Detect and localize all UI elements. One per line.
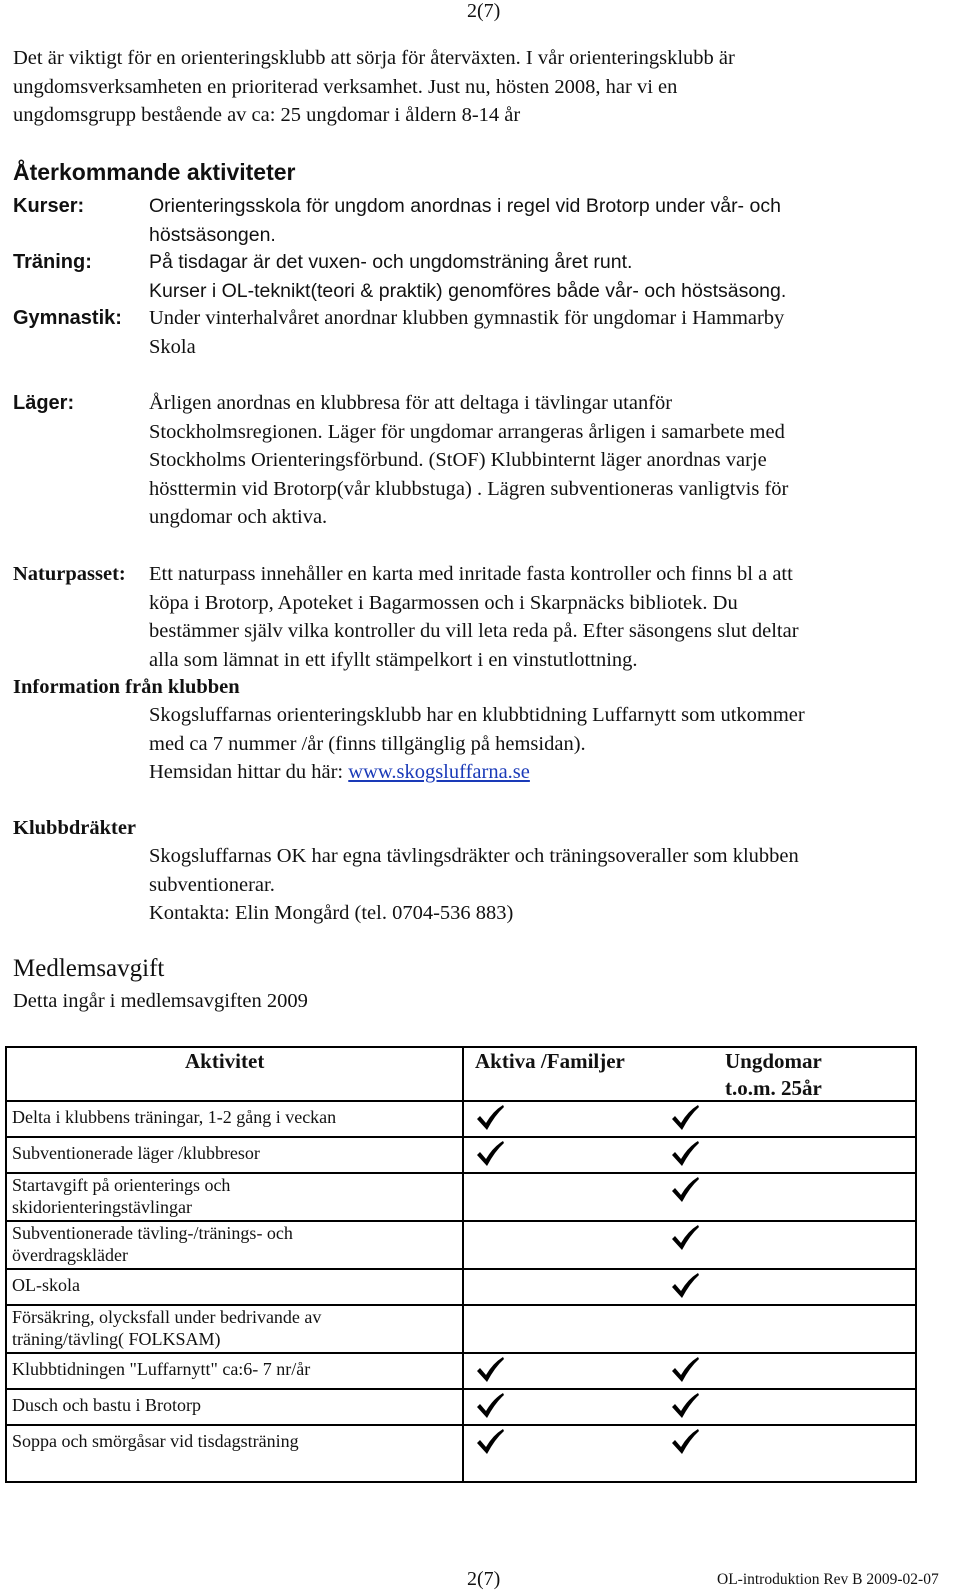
activity-line: överdragskläder bbox=[12, 1245, 128, 1265]
activity-line: Soppa och smörgåsar vid tisdagsträning bbox=[12, 1431, 299, 1451]
item-label: Läger: bbox=[13, 392, 75, 414]
item-line: ungdomar och aktiva. bbox=[149, 506, 328, 528]
naturpasset-label: Naturpasset: bbox=[13, 563, 126, 585]
membership-table bbox=[5, 1046, 917, 1483]
doc-reference: OL-introduktion Rev B 2009-02-07 bbox=[717, 1571, 939, 1588]
item-text bbox=[149, 248, 949, 305]
row-divider bbox=[5, 1424, 463, 1426]
checkmark-youth-icon bbox=[670, 1391, 700, 1421]
table-row-activity bbox=[12, 1358, 310, 1380]
club-wear-section bbox=[13, 814, 948, 932]
activity-line: Försäkring, olycksfall under bedrivande av bbox=[12, 1307, 322, 1327]
item-label: Träning: bbox=[13, 251, 92, 273]
item-label: Kurser: bbox=[13, 195, 85, 217]
activity-line: Subventionerade tävling-/tränings- och bbox=[12, 1223, 293, 1243]
checkmark-youth-icon bbox=[670, 1355, 700, 1385]
intro-line: ungdomsverksamheten en prioriterad verksamhet. Just nu, hösten 2008, har vi en bbox=[13, 75, 678, 98]
item-traning bbox=[13, 248, 948, 305]
item-gymnastik bbox=[13, 304, 948, 361]
item-line: Skola bbox=[149, 335, 196, 358]
item-text bbox=[149, 304, 949, 361]
item-label: Gymnastik: bbox=[13, 307, 122, 329]
activity-line: OL-skola bbox=[12, 1275, 80, 1295]
checkmark-youth-icon bbox=[670, 1271, 700, 1301]
checkmark-active-icon bbox=[475, 1103, 505, 1133]
homepage-line bbox=[149, 758, 949, 787]
checkmark-active-icon bbox=[475, 1391, 505, 1421]
item-line: hösttermin vid Brotorp(vår klubbstuga) . Lägren subventioneras vanligtvis för bbox=[149, 477, 789, 500]
table-border-bottom bbox=[5, 1481, 917, 1483]
club-wear-line: subventionerar. bbox=[149, 873, 275, 896]
item-text bbox=[149, 192, 949, 249]
table-col-divider bbox=[462, 1046, 464, 1483]
club-wear-text bbox=[149, 842, 949, 928]
page-number-footer: 2(7) bbox=[467, 1568, 501, 1590]
recurring-heading: Återkommande aktiviteter bbox=[13, 159, 296, 185]
activity-line: Klubbtidningen "Luffarnytt" ca:6- 7 nr/år bbox=[12, 1359, 311, 1379]
table-row-activity bbox=[12, 1142, 260, 1164]
table-row-activity bbox=[12, 1274, 80, 1296]
item-line: Kurser i OL-teknikt(teori & praktik) genomföres både vår- och höstsäsong. bbox=[149, 279, 787, 302]
checkmark-active-icon bbox=[475, 1355, 505, 1385]
info-section bbox=[13, 673, 948, 791]
checkmark-youth-icon bbox=[670, 1175, 700, 1205]
homepage-link[interactable]: www.skogsluffarna.se bbox=[348, 761, 530, 783]
intro-line: Det är viktigt för en orienteringsklubb att sörja för återväxten. I vår orienteringsklubb är bbox=[13, 47, 735, 69]
checkmark-active-icon bbox=[475, 1139, 505, 1169]
table-border-right bbox=[915, 1046, 917, 1483]
row-divider bbox=[462, 1388, 917, 1390]
table-row-activity bbox=[12, 1174, 230, 1218]
table-row-activity bbox=[12, 1222, 293, 1266]
activity-line: träning/tävling( FOLKSAM) bbox=[12, 1329, 221, 1349]
item-line: Under vinterhalvåret anordnar klubben gymnastik för ungdomar i Hammarby bbox=[149, 307, 785, 329]
header-active-family: Aktiva /Familjer bbox=[475, 1049, 625, 1073]
naturpasset-text bbox=[149, 560, 949, 674]
naturpasset-section bbox=[13, 560, 948, 676]
info-line: Skogsluffarnas orienteringsklubb har en klubbtidning Luffarnytt som utkommer bbox=[149, 704, 805, 726]
activity-line: Subventionerade läger /klubbresor bbox=[12, 1143, 260, 1163]
item-line: Orienteringsskola för ungdom anordnas i regel vid Brotorp under vår- och bbox=[149, 195, 781, 217]
info-line: med ca 7 nummer /år (finns tillgänglig på hemsidan). bbox=[149, 732, 586, 755]
row-divider bbox=[462, 1352, 917, 1354]
naturpasset-line: bestämmer själv vilka kontroller du vill leta reda på. Efter säsongens slut deltar bbox=[149, 620, 799, 642]
item-line: Stockholms Orienteringsförbund. (StOF) Klubbinternt läger anordnas varje bbox=[149, 449, 767, 471]
row-divider bbox=[462, 1100, 917, 1102]
table-row-activity bbox=[12, 1394, 201, 1416]
naturpasset-line: alla som lämnat in ett ifyllt stämpelkort i en vinstutlottning. bbox=[149, 648, 638, 671]
item-kurser bbox=[13, 192, 948, 249]
row-divider bbox=[5, 1388, 463, 1390]
row-divider bbox=[5, 1100, 463, 1102]
header-youth bbox=[725, 1048, 822, 1102]
row-divider bbox=[5, 1352, 463, 1354]
item-line: Årligen anordnas en klubbresa för att deltaga i tävlingar utanför bbox=[149, 392, 673, 414]
row-divider bbox=[462, 1172, 917, 1174]
page-number-top: 2(7) bbox=[467, 0, 501, 22]
row-divider bbox=[462, 1220, 917, 1222]
row-divider bbox=[5, 1136, 463, 1138]
row-divider bbox=[462, 1268, 917, 1270]
membership-heading: Medlemsavgift bbox=[13, 955, 165, 982]
naturpasset-line: köpa i Brotorp, Apoteket i Bagarmossen och i Skarpnäcks bibliotek. Du bbox=[149, 591, 738, 614]
item-line: På tisdagar är det vuxen- och ungdomsträning året runt. bbox=[149, 251, 633, 273]
row-divider bbox=[462, 1136, 917, 1138]
row-divider bbox=[462, 1304, 917, 1306]
item-text bbox=[149, 389, 949, 532]
item-lager bbox=[13, 389, 948, 534]
row-divider bbox=[462, 1424, 917, 1426]
checkmark-youth-icon bbox=[670, 1223, 700, 1253]
table-border-left bbox=[5, 1046, 7, 1483]
table-row-activity bbox=[12, 1106, 336, 1128]
item-line: höstsäsongen. bbox=[149, 223, 276, 246]
item-line: Stockholmsregionen. Läger för ungdomar arrangeras årligen i samarbete med bbox=[149, 420, 785, 443]
club-wear-line: Kontakta: Elin Mongård (tel. 0704-536 883) bbox=[149, 902, 514, 924]
activity-line: Startavgift på orienterings och bbox=[12, 1175, 231, 1195]
club-wear-heading: Klubbdräkter bbox=[13, 817, 137, 839]
checkmark-youth-icon bbox=[670, 1427, 700, 1457]
intro-line: ungdomsgrupp bestående av ca: 25 ungdomar i åldern 8-14 år bbox=[13, 104, 521, 126]
activity-line: skidorienteringstävlingar bbox=[12, 1197, 192, 1217]
info-heading: Information från klubben bbox=[13, 676, 240, 698]
header-youth-line: t.o.m. 25år bbox=[725, 1076, 822, 1100]
checkmark-youth-icon bbox=[670, 1103, 700, 1133]
header-youth-line: Ungdomar bbox=[725, 1049, 822, 1073]
checkmark-youth-icon bbox=[670, 1139, 700, 1169]
table-row-activity bbox=[12, 1430, 299, 1452]
table-row-activity bbox=[12, 1306, 321, 1350]
info-text bbox=[149, 701, 949, 787]
checkmark-active-icon bbox=[475, 1427, 505, 1457]
intro-paragraph bbox=[13, 44, 948, 130]
club-wear-line: Skogsluffarnas OK har egna tävlingsdräkter och träningsoveraller som klubben bbox=[149, 845, 799, 867]
header-activity: Aktivitet bbox=[185, 1049, 265, 1073]
activity-line: Dusch och bastu i Brotorp bbox=[12, 1395, 201, 1415]
membership-subheading: Detta ingår i medlemsavgiften 2009 bbox=[13, 990, 308, 1012]
naturpasset-line: Ett naturpass innehåller en karta med inritade fasta kontroller och finns bl a att bbox=[149, 563, 793, 585]
row-divider bbox=[5, 1268, 463, 1270]
homepage-prefix: Hemsidan hittar du här: bbox=[149, 761, 349, 783]
activity-line: Delta i klubbens träningar, 1-2 gång i veckan bbox=[12, 1107, 337, 1127]
